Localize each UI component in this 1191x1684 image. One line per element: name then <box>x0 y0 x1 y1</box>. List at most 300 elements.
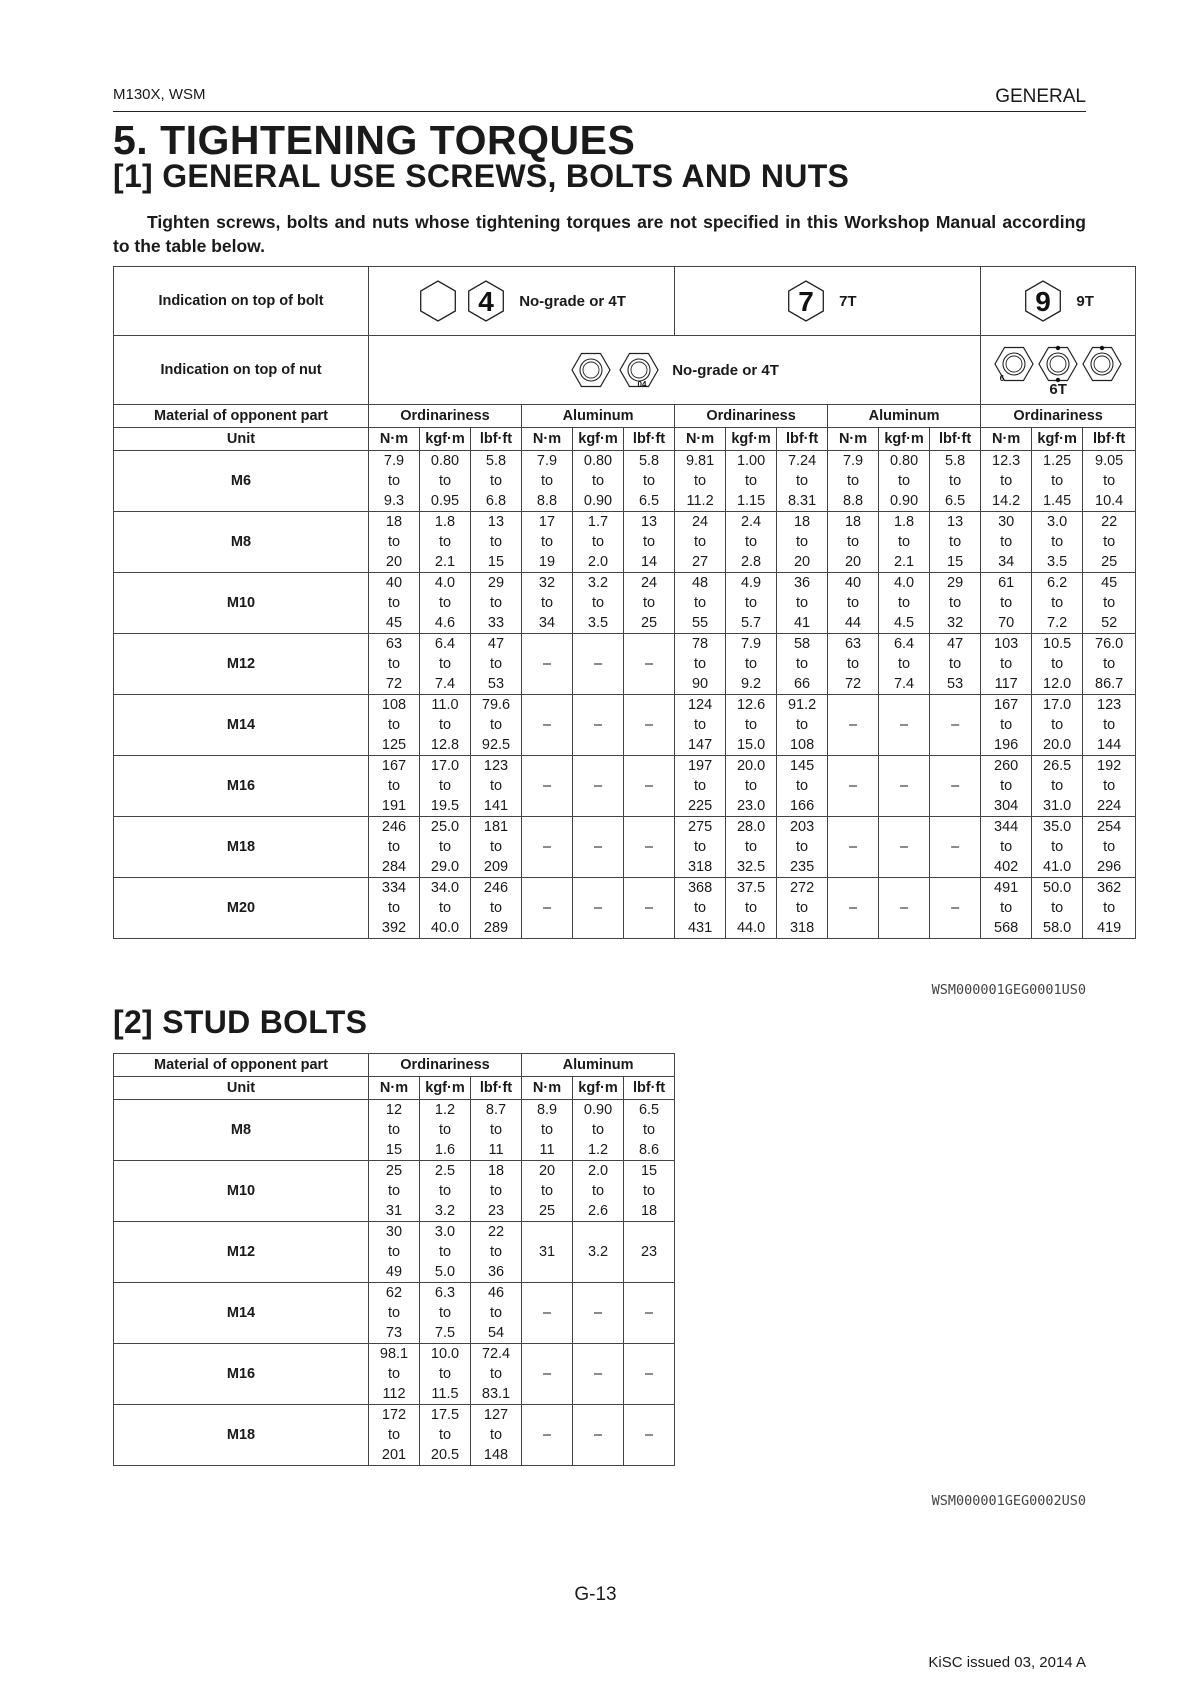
value: – <box>644 778 654 794</box>
value-max: 125 <box>381 737 407 753</box>
value-min: 18 <box>487 1163 505 1179</box>
torque-value <box>879 695 930 756</box>
value-max: 1.2 <box>587 1142 609 1158</box>
value-min: 0.80 <box>430 453 460 469</box>
to-word: to <box>387 1244 401 1260</box>
reference-code-1: WSM000001GEG0001US0 <box>931 982 1086 998</box>
table-row <box>114 1161 675 1222</box>
value-min: 40 <box>385 575 403 591</box>
to-word: to <box>1103 473 1116 489</box>
value-max: 18 <box>640 1203 658 1219</box>
to-word: to <box>438 1183 452 1199</box>
to-word: to <box>694 595 707 611</box>
torque-value <box>471 817 522 878</box>
value-max: 392 <box>381 920 407 936</box>
value: – <box>542 656 552 672</box>
to-word: to <box>540 1122 554 1138</box>
value-min: 123 <box>1097 697 1122 713</box>
value-max: 7.4 <box>434 676 456 692</box>
torque-value <box>624 1161 675 1222</box>
to-word: to <box>642 595 656 611</box>
to-word: to <box>1051 473 1064 489</box>
value-max: 2.8 <box>740 554 762 570</box>
bolt-size: M10 <box>114 1161 369 1222</box>
to-word: to <box>694 717 707 733</box>
to-word: to <box>949 656 962 672</box>
torque-value <box>930 451 981 512</box>
material-row <box>114 1054 675 1077</box>
to-word: to <box>796 717 809 733</box>
value-min: 20 <box>538 1163 556 1179</box>
torque-value <box>879 451 930 512</box>
to-word: to <box>438 1122 452 1138</box>
torque-value <box>726 695 777 756</box>
to-word: to <box>745 839 758 855</box>
torque-value <box>624 512 675 573</box>
value-max: 0.90 <box>583 493 613 509</box>
value-max: 431 <box>687 920 713 936</box>
value-min: 98.1 <box>379 1346 409 1362</box>
torque-value <box>624 1100 675 1161</box>
table-row <box>114 878 1136 939</box>
torque-value <box>624 1405 675 1466</box>
value-min: 26.5 <box>1043 758 1072 774</box>
torque-value <box>726 756 777 817</box>
value-min: 17.0 <box>1043 697 1072 713</box>
value-min: 145 <box>789 758 815 774</box>
torque-value <box>930 573 981 634</box>
value-max: 49 <box>385 1264 403 1280</box>
material-0: Ordinariness <box>369 405 522 428</box>
value-min: 7.9 <box>740 636 762 652</box>
value-min: 58 <box>793 636 811 652</box>
torque-value <box>471 573 522 634</box>
to-word: to <box>949 473 962 489</box>
value-max: 12.8 <box>430 737 460 753</box>
value-min: 13 <box>487 514 505 530</box>
table-row <box>114 817 1136 878</box>
value-max: 148 <box>483 1447 509 1463</box>
value-min: 37.5 <box>736 880 766 896</box>
torque-value <box>1032 512 1083 573</box>
table-row <box>114 573 1136 634</box>
torque-value <box>828 512 879 573</box>
torque-value <box>420 573 471 634</box>
to-word: to <box>489 1427 503 1443</box>
material-row <box>114 405 1136 428</box>
value-max: 196 <box>994 737 1019 753</box>
value-min: 4.0 <box>434 575 456 591</box>
to-word: to <box>591 473 605 489</box>
value: – <box>542 900 552 916</box>
table-row <box>114 1344 675 1405</box>
torque-value <box>573 512 624 573</box>
value-max: 52 <box>1101 615 1118 631</box>
torque-value <box>675 512 726 573</box>
value-min: 10.5 <box>1043 636 1072 652</box>
value-max: 31.0 <box>1043 798 1072 814</box>
torque-value <box>828 451 879 512</box>
value-min: 1.7 <box>587 514 609 530</box>
material-label: Material of opponent part <box>114 1054 369 1077</box>
value-min: 1.2 <box>434 1102 456 1118</box>
subsection-title-stud: [2] STUD BOLTS <box>113 1004 368 1040</box>
value-min: 11.0 <box>431 697 459 713</box>
value-min: 91.2 <box>787 697 817 713</box>
value-max: 15 <box>487 554 505 570</box>
torque-value <box>879 634 930 695</box>
value-min: 0.80 <box>889 453 919 469</box>
to-word: to <box>387 595 401 611</box>
value-min: 22 <box>487 1224 505 1240</box>
torque-value <box>471 695 522 756</box>
torque-value <box>471 1344 522 1405</box>
torque-value <box>1032 817 1083 878</box>
torque-value <box>573 1405 624 1466</box>
to-word: to <box>1051 656 1064 672</box>
bolt-size: M16 <box>114 1344 369 1405</box>
value-max: 14 <box>640 554 658 570</box>
torque-value <box>930 695 981 756</box>
torque-value <box>420 1344 471 1405</box>
value: – <box>542 778 552 794</box>
value-min: 8.7 <box>485 1102 507 1118</box>
table-row <box>114 1222 675 1283</box>
torque-value <box>573 695 624 756</box>
bolt-size: M18 <box>114 1405 369 1466</box>
value-min: 28.0 <box>736 819 766 835</box>
to-word: to <box>489 839 503 855</box>
value: – <box>849 717 858 733</box>
to-word: to <box>745 656 758 672</box>
to-word: to <box>438 1244 452 1260</box>
value-max: 14.2 <box>992 493 1021 509</box>
torque-value <box>879 512 930 573</box>
bolt-mark-7t <box>675 267 981 336</box>
to-word: to <box>745 534 758 550</box>
value-max: 86.7 <box>1095 676 1124 692</box>
value-max: 6.8 <box>485 493 507 509</box>
value-max: 6.5 <box>945 493 966 509</box>
torque-value <box>624 878 675 939</box>
unit-header: kgf·m <box>420 1077 471 1100</box>
value: – <box>593 1366 603 1382</box>
value-max: 1.6 <box>434 1142 456 1158</box>
unit-header: lbf·ft <box>624 428 675 451</box>
to-word: to <box>387 534 401 550</box>
torque-value <box>879 878 930 939</box>
value-min: 1.8 <box>434 514 456 530</box>
value-min: 272 <box>789 880 815 896</box>
value-min: 20.0 <box>736 758 766 774</box>
to-word: to <box>796 473 809 489</box>
to-word: to <box>438 839 452 855</box>
torque-value <box>471 512 522 573</box>
value-min: 275 <box>687 819 713 835</box>
to-word: to <box>642 473 656 489</box>
to-word: to <box>591 595 605 611</box>
value-min: 1.25 <box>1043 453 1072 469</box>
torque-value <box>777 634 828 695</box>
value-min: 45 <box>1101 575 1118 591</box>
value-max: 7.2 <box>1047 615 1068 631</box>
table-row <box>114 1283 675 1344</box>
to-word: to <box>694 656 707 672</box>
torque-value <box>828 756 879 817</box>
value-min: 6.2 <box>1047 575 1068 591</box>
torque-value <box>777 695 828 756</box>
value-max: 9.2 <box>740 676 762 692</box>
torque-value <box>369 1283 420 1344</box>
torque-value <box>930 817 981 878</box>
value-max: 318 <box>789 920 815 936</box>
torque-value <box>420 878 471 939</box>
torque-value <box>420 1222 471 1283</box>
to-word: to <box>949 595 962 611</box>
torque-value <box>573 573 624 634</box>
nut-mark-label: 04 <box>637 380 647 389</box>
torque-value <box>828 878 879 939</box>
value: – <box>900 839 909 855</box>
torque-value <box>981 512 1032 573</box>
value: – <box>542 1366 552 1382</box>
torque-value <box>981 573 1032 634</box>
to-word: to <box>438 1427 452 1443</box>
value-max: 44 <box>844 615 862 631</box>
value-min: 7.24 <box>787 453 817 469</box>
value-max: 4.6 <box>434 615 456 631</box>
torque-value <box>369 695 420 756</box>
to-word: to <box>694 534 707 550</box>
torque-value <box>1083 573 1136 634</box>
bolt-size: M8 <box>114 512 369 573</box>
value-min: 127 <box>483 1407 509 1423</box>
value-max: 15.0 <box>736 737 766 753</box>
to-word: to <box>1103 900 1116 916</box>
value-min: 2.0 <box>587 1163 609 1179</box>
nut-mark-4t-label: No-grade or 4T <box>672 361 779 379</box>
stud-bolt-table <box>113 1053 675 1466</box>
value-min: 40 <box>844 575 862 591</box>
value-max: 15 <box>385 1142 403 1158</box>
torque-value <box>777 451 828 512</box>
torque-value <box>369 1161 420 1222</box>
value-min: 13 <box>947 514 964 530</box>
bolt-indication-label: Indication on top of bolt <box>114 267 369 336</box>
torque-value <box>624 1222 675 1283</box>
value: – <box>849 839 858 855</box>
to-word: to <box>745 473 758 489</box>
value-min: 61 <box>998 575 1015 591</box>
value-min: 17.0 <box>430 758 460 774</box>
value: 31 <box>538 1244 556 1260</box>
table-row <box>114 451 1136 512</box>
value: – <box>951 900 960 916</box>
torque-value <box>1032 451 1083 512</box>
torque-value <box>471 1283 522 1344</box>
value-min: 6.3 <box>434 1285 456 1301</box>
torque-value <box>1083 451 1136 512</box>
unit-header: lbf·ft <box>777 428 828 451</box>
value-max: 25 <box>640 615 658 631</box>
value-min: 2.4 <box>740 514 762 530</box>
value-max: 20 <box>793 554 811 570</box>
value-max: 568 <box>994 920 1019 936</box>
value-max: 2.1 <box>434 554 456 570</box>
value-min: 34.0 <box>430 880 460 896</box>
value-min: 79.6 <box>481 697 511 713</box>
bolt-mark-group-4t <box>369 279 674 323</box>
value-min: 1.8 <box>893 514 915 530</box>
value-max: 83.1 <box>481 1386 511 1402</box>
value-min: 47 <box>487 636 505 652</box>
material-3: Aluminum <box>828 405 981 428</box>
to-word: to <box>1000 717 1013 733</box>
to-word: to <box>796 534 809 550</box>
value: – <box>593 839 603 855</box>
bolt-7-icon <box>785 279 827 323</box>
value-max: 31 <box>385 1203 403 1219</box>
to-word: to <box>1051 900 1064 916</box>
table-row <box>114 634 1136 695</box>
value-max: 147 <box>687 737 713 753</box>
torque-value <box>624 451 675 512</box>
to-word: to <box>796 778 809 794</box>
torque-value <box>573 817 624 878</box>
to-word: to <box>847 656 860 672</box>
value: – <box>645 1305 654 1321</box>
to-word: to <box>1103 534 1116 550</box>
value: – <box>900 900 909 916</box>
to-word: to <box>438 900 452 916</box>
to-word: to <box>387 778 401 794</box>
torque-value <box>522 1283 573 1344</box>
torque-value <box>420 1161 471 1222</box>
nut-6-icon <box>993 343 1035 385</box>
torque-value <box>573 1161 624 1222</box>
value: – <box>849 900 858 916</box>
torque-value <box>726 512 777 573</box>
value-min: 123 <box>483 758 509 774</box>
to-word: to <box>489 1366 503 1382</box>
plain-nut-icon <box>570 349 612 391</box>
torque-value <box>1032 634 1083 695</box>
bolt-mark-9t-label: 9T <box>1076 292 1094 310</box>
value-max: 20.0 <box>1043 737 1072 753</box>
torque-value <box>726 573 777 634</box>
torque-value <box>522 512 573 573</box>
value-max: 72 <box>385 676 403 692</box>
nut-6t-icons <box>993 343 1123 385</box>
issue-note: KiSC issued 03, 2014 A <box>928 1654 1086 1671</box>
value-max: 20.5 <box>430 1447 460 1463</box>
torque-value <box>522 451 573 512</box>
value-min: 8.9 <box>536 1102 558 1118</box>
to-word: to <box>847 595 860 611</box>
to-word: to <box>489 717 503 733</box>
value-max: 289 <box>483 920 509 936</box>
torque-value <box>624 634 675 695</box>
to-word: to <box>949 534 962 550</box>
value: – <box>951 839 960 855</box>
value-max: 3.2 <box>434 1203 456 1219</box>
torque-value <box>369 1222 420 1283</box>
value-min: 0.90 <box>583 1102 613 1118</box>
torque-value <box>369 634 420 695</box>
value-min: 72.4 <box>481 1346 511 1362</box>
value-min: 246 <box>381 819 407 835</box>
value-min: 3.0 <box>434 1224 456 1240</box>
torque-value <box>726 451 777 512</box>
torque-value <box>777 512 828 573</box>
to-word: to <box>540 534 554 550</box>
unit-header: kgf·m <box>573 428 624 451</box>
torque-value <box>573 1344 624 1405</box>
torque-value <box>675 451 726 512</box>
value-max: 2.6 <box>587 1203 609 1219</box>
value-max: 3.5 <box>587 615 609 631</box>
torque-value <box>726 634 777 695</box>
value-max: 318 <box>687 859 713 875</box>
value: – <box>900 717 909 733</box>
to-word: to <box>489 1122 503 1138</box>
value-max: 12.0 <box>1043 676 1072 692</box>
to-word: to <box>489 473 503 489</box>
value-min: 24 <box>691 514 709 530</box>
to-word: to <box>1103 656 1116 672</box>
value-max: 11.2 <box>686 493 714 509</box>
torque-value <box>675 695 726 756</box>
to-word: to <box>591 534 605 550</box>
to-word: to <box>1000 778 1013 794</box>
value-min: 9.05 <box>1095 453 1124 469</box>
value: – <box>542 1305 552 1321</box>
bolt-4-icon <box>465 279 507 323</box>
value-max: 7.5 <box>434 1325 456 1341</box>
value-max: 23 <box>487 1203 505 1219</box>
to-word: to <box>847 473 860 489</box>
value-min: 0.80 <box>583 453 613 469</box>
value-max: 19 <box>538 554 556 570</box>
to-word: to <box>1103 839 1116 855</box>
value-max: 54 <box>487 1325 505 1341</box>
torque-value <box>828 817 879 878</box>
value-min: 10.0 <box>430 1346 460 1362</box>
value-max: 235 <box>789 859 815 875</box>
to-word: to <box>540 595 554 611</box>
value-min: 63 <box>385 636 403 652</box>
value-min: 3.0 <box>1047 514 1068 530</box>
value-max: 419 <box>1097 920 1122 936</box>
value-max: 8.6 <box>638 1142 660 1158</box>
value-min: 192 <box>1097 758 1122 774</box>
torque-value <box>369 878 420 939</box>
value-min: 48 <box>691 575 709 591</box>
material-label: Material of opponent part <box>114 405 369 428</box>
to-word: to <box>387 1366 401 1382</box>
value-min: 368 <box>687 880 713 896</box>
value-min: 4.0 <box>893 575 915 591</box>
to-word: to <box>387 1305 401 1321</box>
torque-value <box>624 1344 675 1405</box>
header-left: M130X, WSM <box>113 86 206 103</box>
value: – <box>542 1427 552 1443</box>
torque-value <box>1083 634 1136 695</box>
value-min: 12.6 <box>736 697 766 713</box>
value-min: 362 <box>1097 880 1122 896</box>
value: – <box>593 900 603 916</box>
to-word: to <box>1051 778 1064 794</box>
